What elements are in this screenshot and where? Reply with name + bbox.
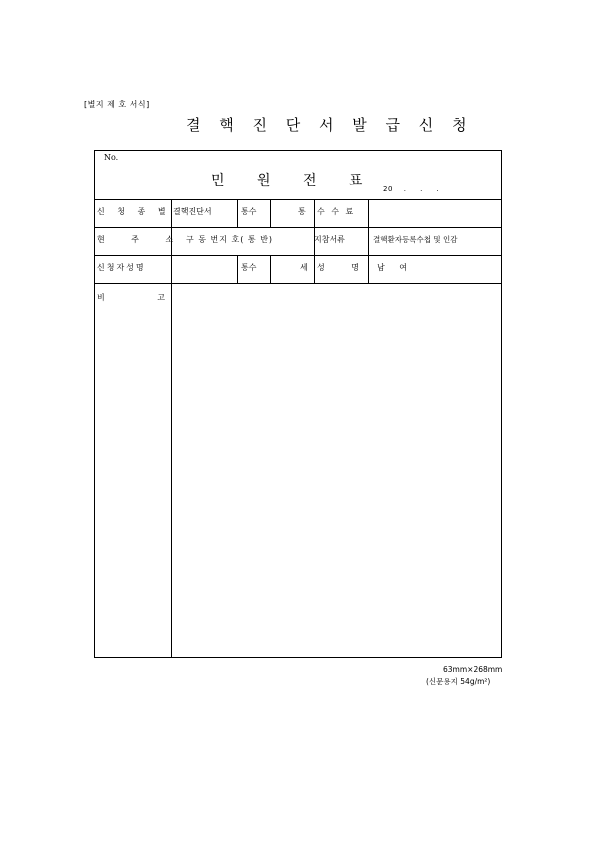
count-label: 통수 xyxy=(241,263,257,272)
gender-value[interactable]: 남 여 xyxy=(377,263,407,272)
column-divider xyxy=(237,255,238,283)
row-divider xyxy=(95,255,502,256)
remarks-area[interactable] xyxy=(172,284,500,656)
form-number-label: [별지 제 호 서식] xyxy=(84,100,150,109)
paper-type-note: (신문용지 54g/m²) xyxy=(426,677,491,686)
attached-docs-label: 지참서류 xyxy=(314,235,345,244)
fee-label: 수 수 료 xyxy=(317,207,356,216)
copies-label: 통수 xyxy=(241,207,257,216)
paper-size-note: 63mm×268mm xyxy=(443,665,503,674)
remarks-label: 비 고 xyxy=(97,293,165,302)
document-title: 결 핵 진 단 서 발 급 신 청 xyxy=(186,116,474,134)
attached-docs-value: 결핵환자등록수첩 및 인감 xyxy=(373,235,458,244)
address-value[interactable]: 구 동 번지 호( 통 반) xyxy=(186,235,274,244)
gender-label: 성 명 xyxy=(317,263,359,272)
address-label: 현 주 소 xyxy=(97,235,186,244)
request-type-value: 결핵진단서 xyxy=(173,207,212,216)
voucher-date: 20 . . . xyxy=(383,185,440,193)
count-unit: 세 xyxy=(300,263,308,272)
voucher-no-label: No. xyxy=(104,153,119,162)
copies-unit: 통 xyxy=(298,207,306,216)
applicant-label: 신청자성명 xyxy=(97,263,146,272)
request-type-label: 신 청 종 별 xyxy=(97,207,171,216)
column-divider xyxy=(270,199,271,227)
row-divider xyxy=(95,227,502,228)
row-divider xyxy=(95,199,502,200)
column-divider xyxy=(237,199,238,227)
column-divider xyxy=(368,199,369,283)
voucher-heading: 민 원 전 표 xyxy=(211,173,377,189)
column-divider xyxy=(270,255,271,283)
